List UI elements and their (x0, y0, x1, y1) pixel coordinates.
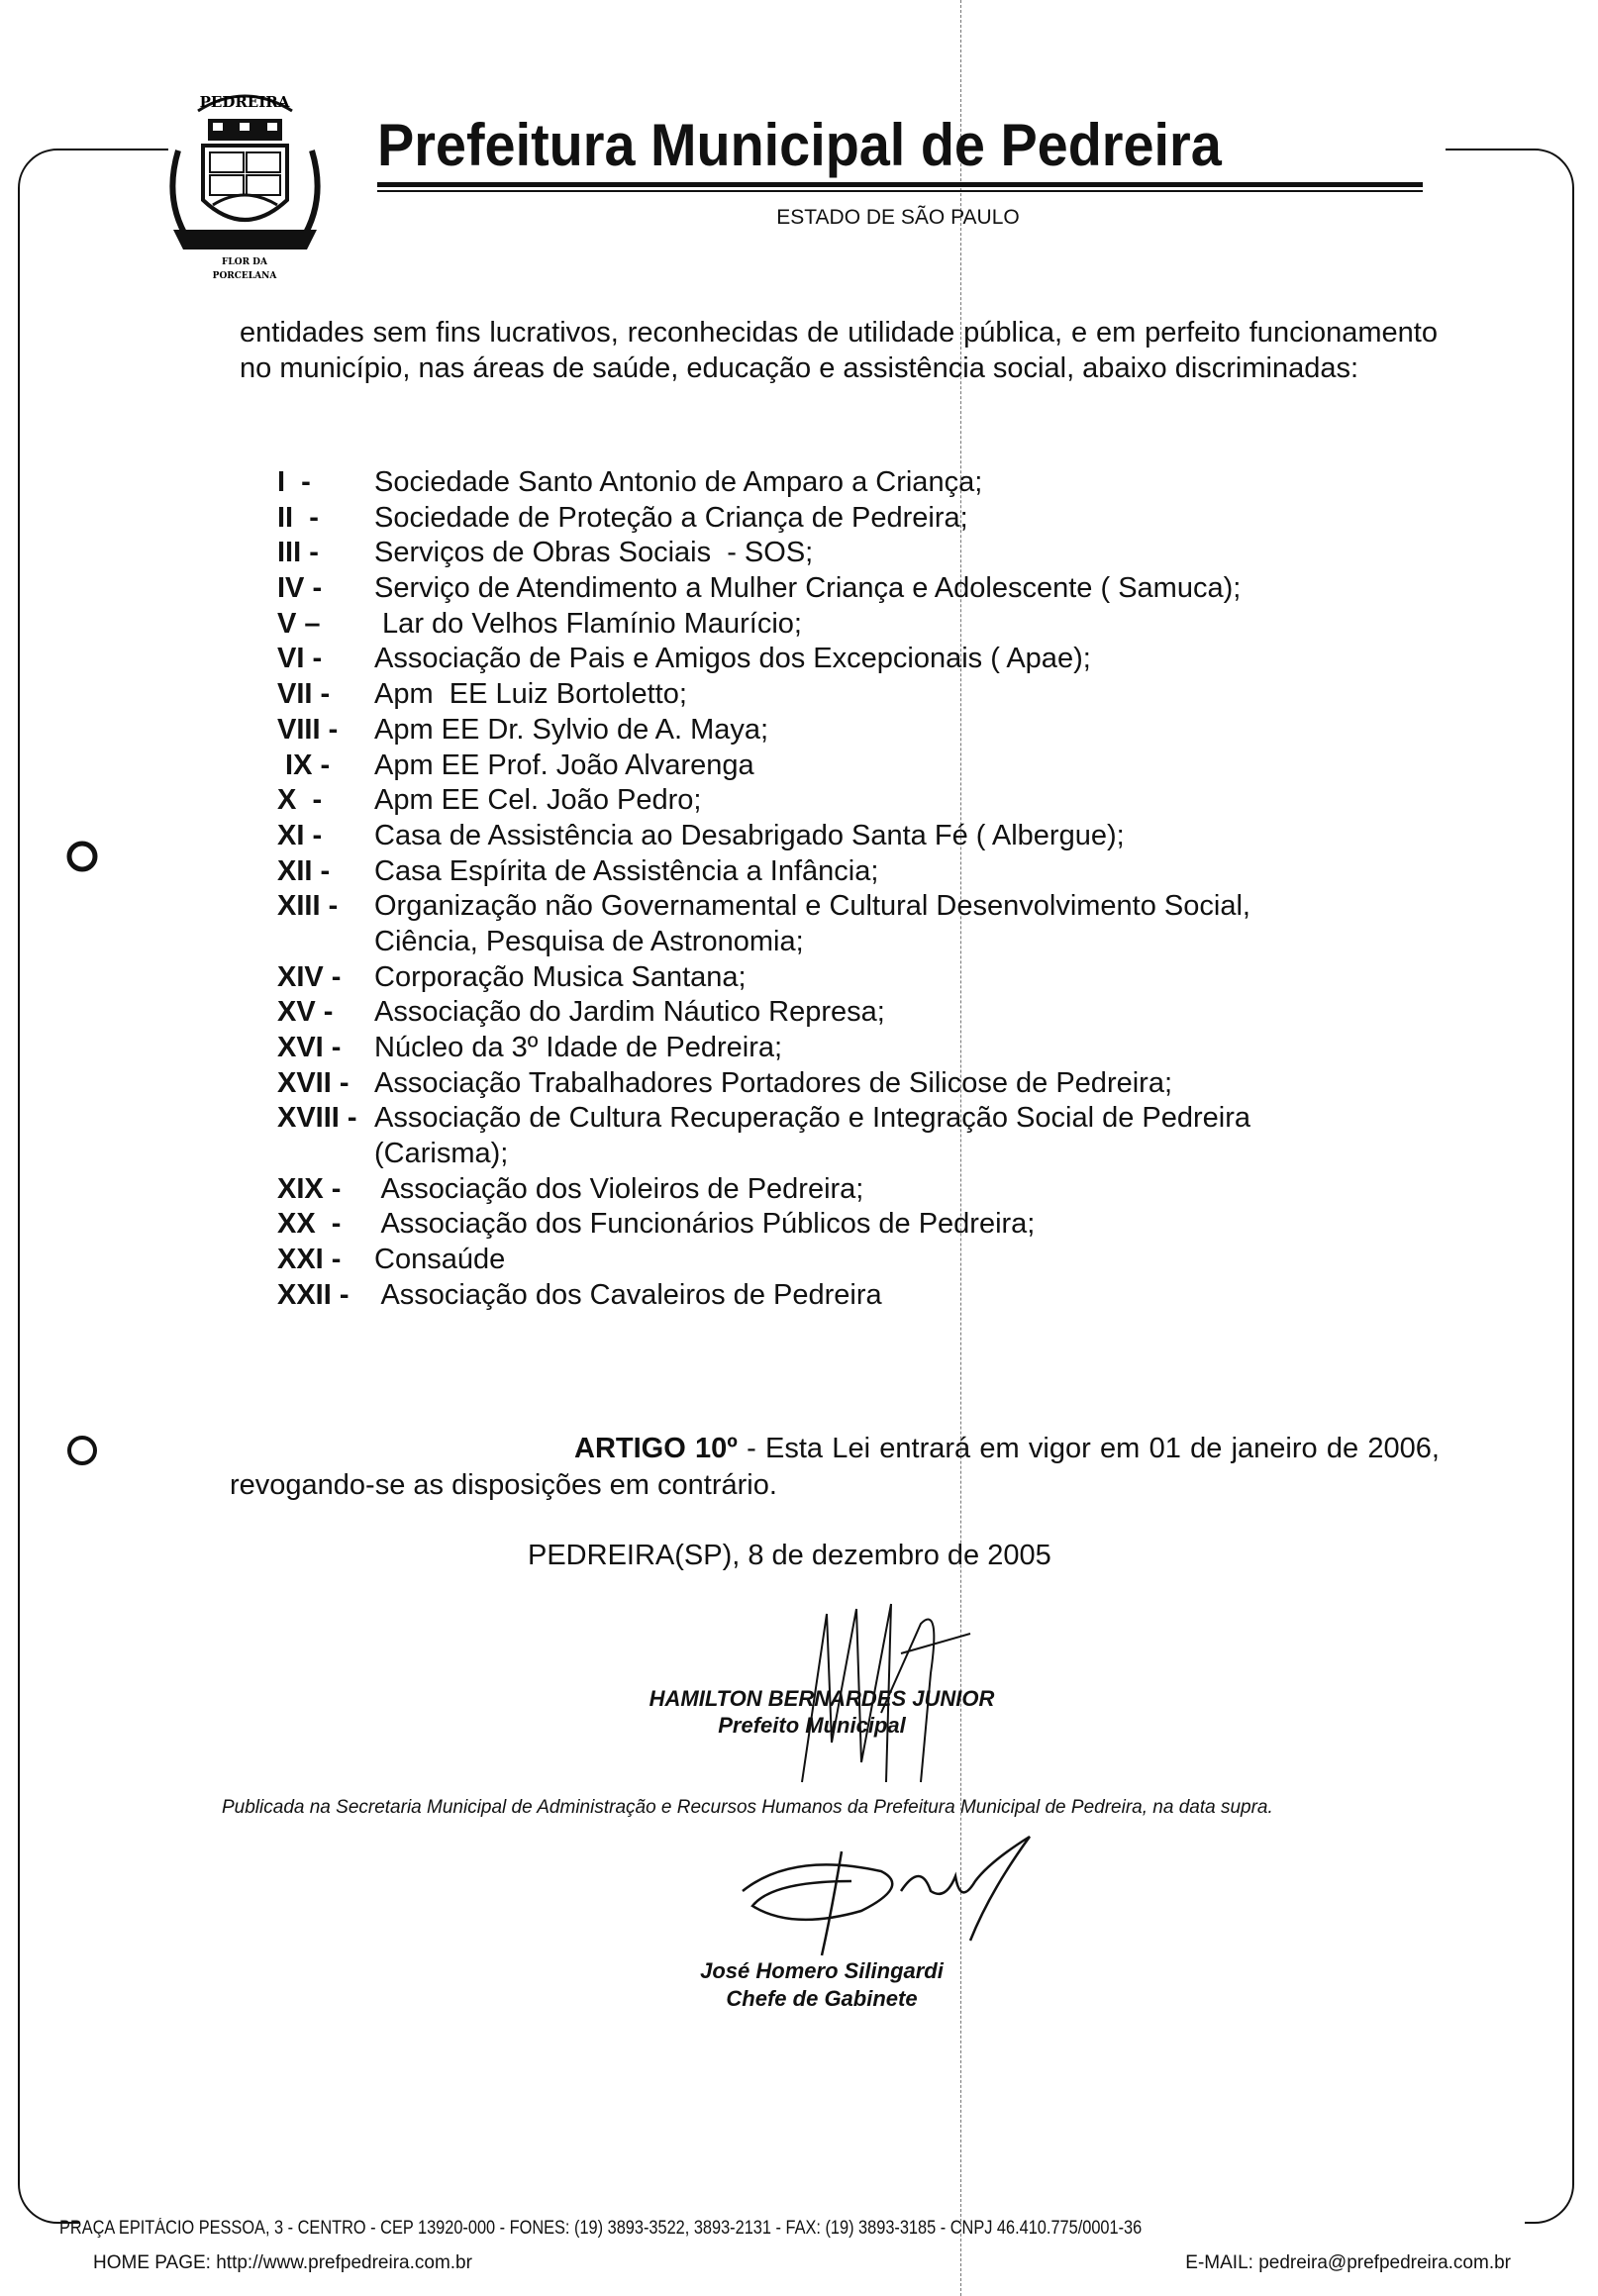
list-item-text: Consaúde (374, 1244, 506, 1276)
list-item-text: Serviços de Obras Sociais - SOS; (374, 537, 814, 569)
punch-hole-mark (65, 840, 99, 873)
list-item-text: Sociedade Santo Antonio de Amparo a Criança; (374, 466, 983, 498)
list-item-text: Apm EE Dr. Sylvio de A. Maya; (374, 713, 769, 746)
list-item-number: IV - (277, 572, 323, 605)
svg-text:PEDREIRA: PEDREIRA (199, 93, 290, 111)
punch-hole-mark (65, 1434, 99, 1467)
list-item-number: IX - (277, 749, 331, 781)
list-item-text: Corporação Musica Santana; (374, 960, 747, 993)
list-item-number: XX - (277, 1208, 342, 1241)
title-rule-thin (377, 190, 1423, 192)
list-item-text: Lar do Velhos Flamínio Maurício; (374, 607, 802, 640)
list-item-text: Apm EE Luiz Bortoletto; (374, 678, 687, 711)
list-item-number: X - (277, 784, 323, 817)
list-item-number: XV - (277, 996, 334, 1029)
list-item-text: Organização não Governamental e Cultural Desenvolvimento Social, (374, 890, 1250, 923)
list-item-number: XIV - (277, 960, 342, 993)
list-item-number: XVII - (277, 1066, 350, 1099)
title-rule (377, 182, 1423, 187)
list-item-text: Casa Espírita de Assistência a Infância; (374, 854, 879, 887)
article-10 (230, 1431, 1440, 1504)
list-item-text: Sociedade de Proteção a Criança de Pedreira; (374, 501, 968, 534)
publication-note: Publicada na Secretaria Municipal de Administração e Recursos Humanos da Prefeitura Municipal de Pedreira, na data supra. (222, 1797, 1273, 1818)
mayor-title: Prefeito Municipal (718, 1713, 906, 1738)
list-item-number: VI - (277, 643, 323, 675)
list-item-text: Associação dos Funcionários Públicos de Pedreira; (374, 1208, 1036, 1241)
list-item-number: III - (277, 537, 319, 569)
list-item-number: I - (277, 466, 311, 498)
city-crest-logo (158, 81, 332, 284)
list-item-text: Serviço de Atendimento a Mulher Criança e Adolescente ( Samuca); (374, 572, 1242, 605)
list-item-number: VIII - (277, 713, 339, 746)
list-item-number: II - (277, 501, 319, 534)
list-item-number: XII - (277, 854, 331, 887)
list-item-text: Apm EE Prof. João Alvarenga (374, 749, 754, 781)
article-text: - Esta Lei entrará em vigor em 01 de janeiro de 2006, revogando-se as disposições em contrário. (230, 1433, 1440, 1501)
list-item-text: Associação dos Violeiros de Pedreira; (374, 1172, 864, 1205)
list-item-text: Casa de Assistência ao Desabrigado Santa Fé ( Albergue); (374, 819, 1125, 851)
list-item-number: XIII - (277, 890, 339, 923)
chief-title: Chefe de Gabinete (726, 1986, 918, 2011)
page-title: Prefeitura Municipal de Pedreira (377, 112, 1222, 178)
date-line: PEDREIRA(SP), 8 de dezembro de 2005 (528, 1540, 1051, 1571)
chief-signature (733, 1832, 1049, 1960)
footer-homepage[interactable]: HOME PAGE: http://www.prefpedreira.com.br (93, 2252, 472, 2273)
list-item-text: Núcleo da 3º Idade de Pedreira; (374, 1032, 783, 1063)
list-item-text: Associação dos Cavaleiros de Pedreira (374, 1278, 882, 1311)
list-item-text: Associação do Jardim Náutico Represa; (374, 996, 885, 1029)
mayor-name: HAMILTON BERNARDES JUNIOR (649, 1686, 995, 1711)
svg-text:FLOR DA: FLOR DA (222, 257, 267, 267)
list-item-number: XVI - (277, 1032, 342, 1063)
state-subtitle: ESTADO DE SÃO PAULO (776, 206, 1020, 229)
list-item-number: XXII - (277, 1278, 350, 1311)
article-label: ARTIGO 10º (574, 1433, 738, 1464)
list-item-number: XI - (277, 819, 323, 851)
footer-email[interactable]: E-MAIL: pedreira@prefpedreira.com.br (1185, 2252, 1511, 2273)
list-item-text: Associação de Cultura Recuperação e Integração Social de Pedreira (374, 1102, 1251, 1135)
chief-name: José Homero Silingardi (700, 1958, 944, 1983)
list-item-text: Ciência, Pesquisa de Astronomia; (374, 925, 804, 957)
intro-paragraph: entidades sem fins lucrativos, reconhecidas de utilidade pública, e em perfeito funcionamento no município, nas áreas de saúde, educação e assistência social, abaixo discriminadas: (240, 317, 1438, 384)
list-item-number: VII - (277, 678, 331, 711)
list-item-number: XXI - (277, 1244, 342, 1276)
list-item-text: Associação Trabalhadores Portadores de Silicose de Pedreira; (374, 1066, 1173, 1099)
list-item-text: Apm EE Cel. João Pedro; (374, 784, 702, 817)
list-item-text: (Carisma); (374, 1138, 509, 1170)
list-item-number: XVIII - (277, 1102, 357, 1135)
svg-text:PORCELANA: PORCELANA (212, 271, 277, 281)
list-item-number: XIX - (277, 1172, 342, 1205)
list-item-number: V – (277, 607, 321, 640)
list-item-text: Associação de Pais e Amigos dos Excepcionais ( Apae); (374, 643, 1091, 675)
footer-address: PRAÇA EPITÁCIO PESSOA, 3 - CENTRO - CEP 13920-000 - FONES: (19) 3893-3522, 3893-2131 - FAX: (19) 3893-3185 - CNPJ 46.410.775/0001-36 (59, 2218, 1143, 2239)
